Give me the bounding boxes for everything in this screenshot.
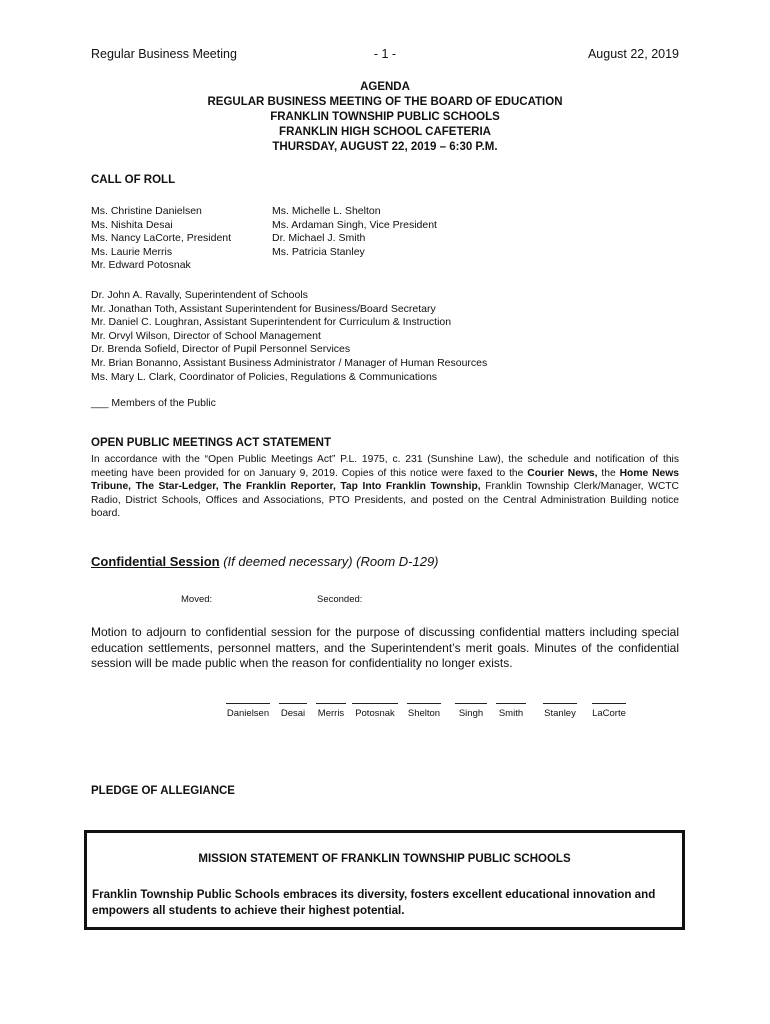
header-date: August 22, 2019 [587,47,679,61]
confidential-session-title: Confidential Session [91,554,220,569]
vote-name: Danielsen [226,708,270,719]
members-of-public: ___ Members of the Public [91,397,216,409]
confidential-session-heading [91,554,439,569]
vote-name: Desai [280,708,306,719]
administrator: Mr. Brian Bonanno, Assistant Business Administrator / Manager of Human Resources [91,356,488,369]
opma-statement [91,453,679,521]
opma-text: the [597,467,620,479]
confidential-session-note: (If deemed necessary) (Room D-129) [223,554,439,569]
meeting-location: FRANKLIN HIGH SCHOOL CAFETERIA [279,126,491,138]
vote-slot [540,703,580,719]
vote-slot [494,703,528,719]
vote-slot [404,703,444,719]
administrators-list [91,289,487,384]
vote-slot [313,703,349,719]
administrator: Ms. Mary L. Clark, Coordinator of Policies, Regulations & Communications [91,370,438,383]
vote-name: Potosnak [355,708,395,719]
board-member: Ms. Nishita Desai [91,218,173,231]
board-member: Ms. Patricia Stanley [272,245,365,258]
administrator: Mr. Orvyl Wilson, Director of School Management [91,329,321,342]
board-member: Ms. Michelle L. Shelton [272,205,381,217]
header-page-number: - 1 - [373,47,397,61]
administrator: Mr. Jonathan Toth, Assistant Superintendent for Business/Board Secretary [91,302,436,315]
meeting-type: REGULAR BUSINESS MEETING OF THE BOARD OF EDUCATION [207,96,563,108]
opma-heading: OPEN PUBLIC MEETINGS ACT STATEMENT [91,437,332,449]
header-meeting-name: Regular Business Meeting [91,47,237,61]
administrator: Dr. Brenda Sofield, Director of Pupil Personnel Services [91,343,351,356]
board-member: Ms. Nancy LaCorte, President [91,232,232,245]
administrator: Dr. John A. Ravally, Superintendent of Schools [91,289,308,301]
meeting-datetime: THURSDAY, AUGUST 22, 2019 – 6:30 P.M. [272,141,498,153]
opma-publication: Courier News, [527,467,598,479]
vote-name: LaCorte [592,708,626,719]
agenda-title: AGENDA [360,81,410,93]
vote-slot [587,703,631,719]
mission-text: Franklin Township Public Schools embraces its diversity, fosters excellent educational innovation and empowers all students to achieve their highest potential. [92,888,656,917]
pledge-heading: PLEDGE OF ALLEGIANCE [91,785,235,797]
agenda-title-block [0,80,770,155]
administrator: Mr. Daniel C. Loughran, Assistant Superintendent for Curriculum & Instruction [91,316,452,329]
call-of-roll-heading: CALL OF ROLL [91,174,176,186]
mission-title: MISSION STATEMENT OF FRANKLIN TOWNSHIP PUBLIC SCHOOLS [198,853,571,865]
vote-name: Merris [317,708,345,719]
opma-publications: Home News Tribune, The Star-Ledger, The Franklin Reporter, Tap Into Franklin Township, [91,467,679,493]
board-member: Mr. Edward Potosnak [91,259,191,272]
board-member: Ms. Ardaman Singh, Vice President [272,218,437,231]
vote-slot [350,703,400,719]
confidential-motion: Motion to adjourn to confidential session for the purpose of discussing confidential matters including special education settlements, personnel matters, and the Superintendent’s merit goals. Minutes of the confidential session will be made public when the reason for confidentiality no longer exists. [91,625,679,670]
vote-name: Stanley [544,708,576,719]
opma-text: In accordance with the “Open Public Meetings Act” P.L. 1975, c. 231 (Sunshine Law), the schedule and notification of this meeting have been provided for on January 9, 2019. Copies of this notice were faxed to the [91,454,679,479]
board-member: Ms. Laurie Merris [91,245,173,258]
moved-label: Moved: [181,594,213,605]
vote-name: Singh [458,708,484,719]
vote-slot [453,703,489,719]
vote-slot [277,703,309,719]
vote-slot [224,703,272,719]
mission-statement-box [84,830,685,930]
vote-name: Shelton [407,708,441,719]
board-member: Dr. Michael J. Smith [272,232,366,245]
opma-text: Franklin Township Clerk/Manager, WCTC Radio, District Schools, Offices and Associations, PTO Presidents, and posted on the Central Administration Building notice board. [91,481,679,520]
vote-name: Smith [498,708,524,719]
roll-right-column [272,205,437,259]
district-name: FRANKLIN TOWNSHIP PUBLIC SCHOOLS [270,111,500,123]
roll-left-column [91,205,231,273]
seconded-label: Seconded: [317,594,363,605]
board-member: Ms. Christine Danielsen [91,205,202,217]
